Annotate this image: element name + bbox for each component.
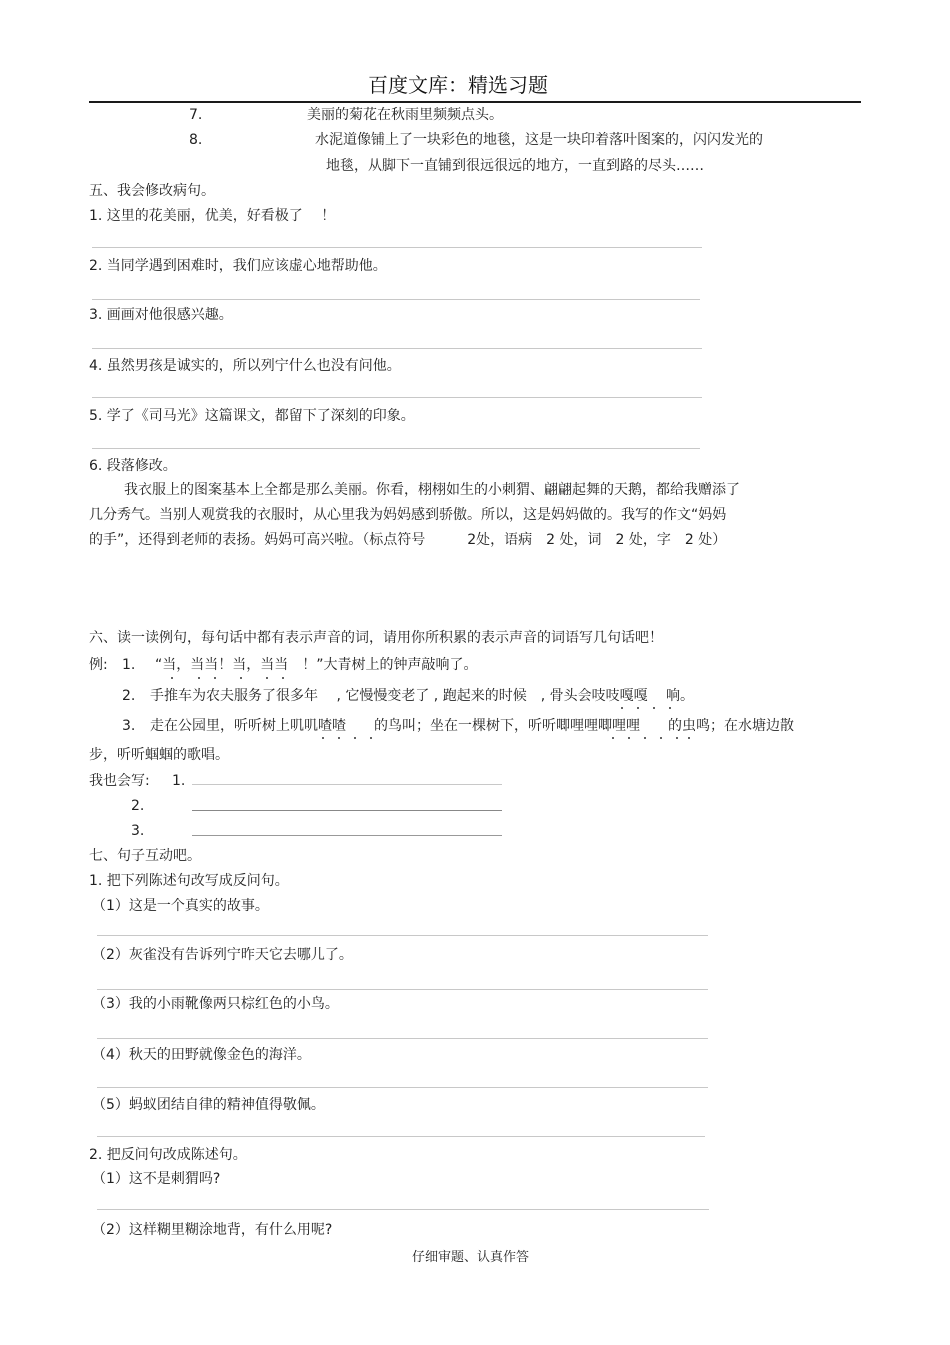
- answer-line[interactable]: [97, 989, 708, 990]
- answer-line[interactable]: [97, 1209, 709, 1210]
- emphasis-dot: [621, 707, 623, 709]
- example-label: 例:: [89, 657, 108, 673]
- question-text: （1）这不是刺猬吗?: [92, 1171, 221, 1187]
- write-number: 3.: [131, 823, 145, 839]
- section-heading: 五、我会修改病句。: [89, 183, 215, 199]
- emphasis-dot: [660, 737, 662, 739]
- question-text: 5. 学了《司马光》这篇课文，都留下了深刻的印象。: [89, 408, 415, 424]
- answer-line[interactable]: [97, 1136, 705, 1137]
- question-text: （2）这样糊里糊涂地背，有什么用呢?: [92, 1222, 333, 1238]
- answer-line[interactable]: [192, 835, 502, 836]
- paragraph-line: 我衣服上的图案基本上全都是那么美丽。你看，栩栩如生的小刺猬、翩翩起舞的天鹅，都给我赠添了: [124, 482, 740, 498]
- emphasis-dot: [628, 737, 630, 739]
- emphasis-dot: [669, 707, 671, 709]
- item-text: 地毯，从脚下一直铺到很远很远的地方，一直到路的尽头……: [326, 158, 704, 174]
- part-label: 2. 把反问句改成陈述句。: [89, 1147, 247, 1163]
- emphasis-dot: [653, 707, 655, 709]
- part-label: 1. 把下列陈述句改写成反问句。: [89, 873, 289, 889]
- emphasis-dot: [644, 737, 646, 739]
- emphasis-dot: [240, 677, 242, 679]
- emphasis-dot: [266, 677, 268, 679]
- question-text: （2）灰雀没有告诉列宁昨天它去哪儿了。: [92, 947, 353, 963]
- answer-line[interactable]: [97, 935, 708, 936]
- question-text: 3. 画画对他很感兴趣。: [89, 307, 233, 323]
- example-number: 1.: [122, 657, 136, 673]
- emphasis-dot: [612, 737, 614, 739]
- emphasis-dot: [282, 677, 284, 679]
- emphasis-dot: [338, 737, 340, 739]
- emphasis-dot: [637, 707, 639, 709]
- emphasis-dot: [322, 737, 324, 739]
- question-text: 6. 段落修改。: [89, 458, 177, 474]
- question-text: （1）这是一个真实的故事。: [92, 898, 269, 914]
- question-text: 4. 虽然男孩是诚实的，所以列宁什么也没有问他。: [89, 358, 401, 374]
- emphasis-dot: [214, 677, 216, 679]
- answer-line[interactable]: [92, 247, 702, 248]
- answer-line[interactable]: [92, 448, 700, 449]
- question-text: 1. 这里的花美丽，优美，好看极了 ！: [89, 208, 336, 224]
- emphasis-dot: [171, 677, 173, 679]
- section-heading: 七、句子互动吧。: [89, 848, 201, 864]
- example-text: “当，当当！当，当当 ！”大青树上的钟声敲响了。: [155, 657, 478, 673]
- answer-line[interactable]: [192, 784, 502, 785]
- paragraph-line: 几分秀气。当别人观赏我的衣服时，从心里我为妈妈感到骄傲。所以，这是妈妈做的。我写的作文“妈妈: [89, 507, 727, 523]
- header-rule: [89, 101, 861, 103]
- answer-line[interactable]: [92, 397, 702, 398]
- emphasis-dot: [688, 737, 690, 739]
- item-number: 7.: [189, 107, 203, 123]
- question-text: （3）我的小雨靴像两只棕红色的小鸟。: [92, 996, 339, 1012]
- item-text: 水泥道像铺上了一块彩色的地毯，这是一块印着落叶图案的，闪闪发光的: [315, 132, 763, 148]
- write-number: 2.: [131, 798, 145, 814]
- item-number: 8.: [189, 132, 203, 148]
- answer-line[interactable]: [97, 1038, 708, 1039]
- example-text: 步，听听蝈蝈的歌唱。: [89, 747, 229, 763]
- write-label: 我也会写:: [89, 773, 150, 789]
- example-text: 走在公园里，听听树上叽叽喳喳 的鸟叫；坐在一棵树下，听听唧哩哩唧哩哩 的虫鸣；在水塘边散: [150, 718, 794, 734]
- section-heading: 六、读一读例句，每句话中都有表示声音的词，请用你所积累的表示声音的词语写几句话吧！: [89, 630, 663, 646]
- question-text: （4）秋天的田野就像金色的海洋。: [92, 1047, 311, 1063]
- answer-line[interactable]: [92, 299, 700, 300]
- example-number: 2.: [122, 688, 136, 704]
- emphasis-dot: [676, 737, 678, 739]
- item-text: 美丽的菊花在秋雨里频频点头。: [307, 107, 503, 123]
- footer-text: 仔细审题、认真作答: [412, 1250, 530, 1265]
- answer-line[interactable]: [97, 1087, 708, 1088]
- emphasis-dot: [198, 677, 200, 679]
- paragraph-line: 的手”，还得到老师的表扬。妈妈可高兴啦。（标点符号 2处，语病 2 处，词 2 处，字 2 处）: [89, 532, 727, 548]
- emphasis-dot: [354, 737, 356, 739]
- page-title: 百度文库：精选习题: [368, 73, 548, 97]
- answer-line[interactable]: [92, 348, 702, 349]
- write-number: 1.: [172, 773, 186, 789]
- emphasis-dot: [370, 737, 372, 739]
- question-text: 2. 当同学遇到困难时，我们应该虚心地帮助他。: [89, 258, 387, 274]
- answer-line[interactable]: [192, 810, 502, 811]
- example-text: 手推车为农夫服务了很多年 , 它慢慢变老了 , 跑起来的时候 , 骨头会吱吱嘎嘎 响。: [150, 688, 695, 704]
- example-number: 3.: [122, 718, 136, 734]
- question-text: （5）蚂蚁团结自律的精神值得敬佩。: [92, 1097, 325, 1113]
